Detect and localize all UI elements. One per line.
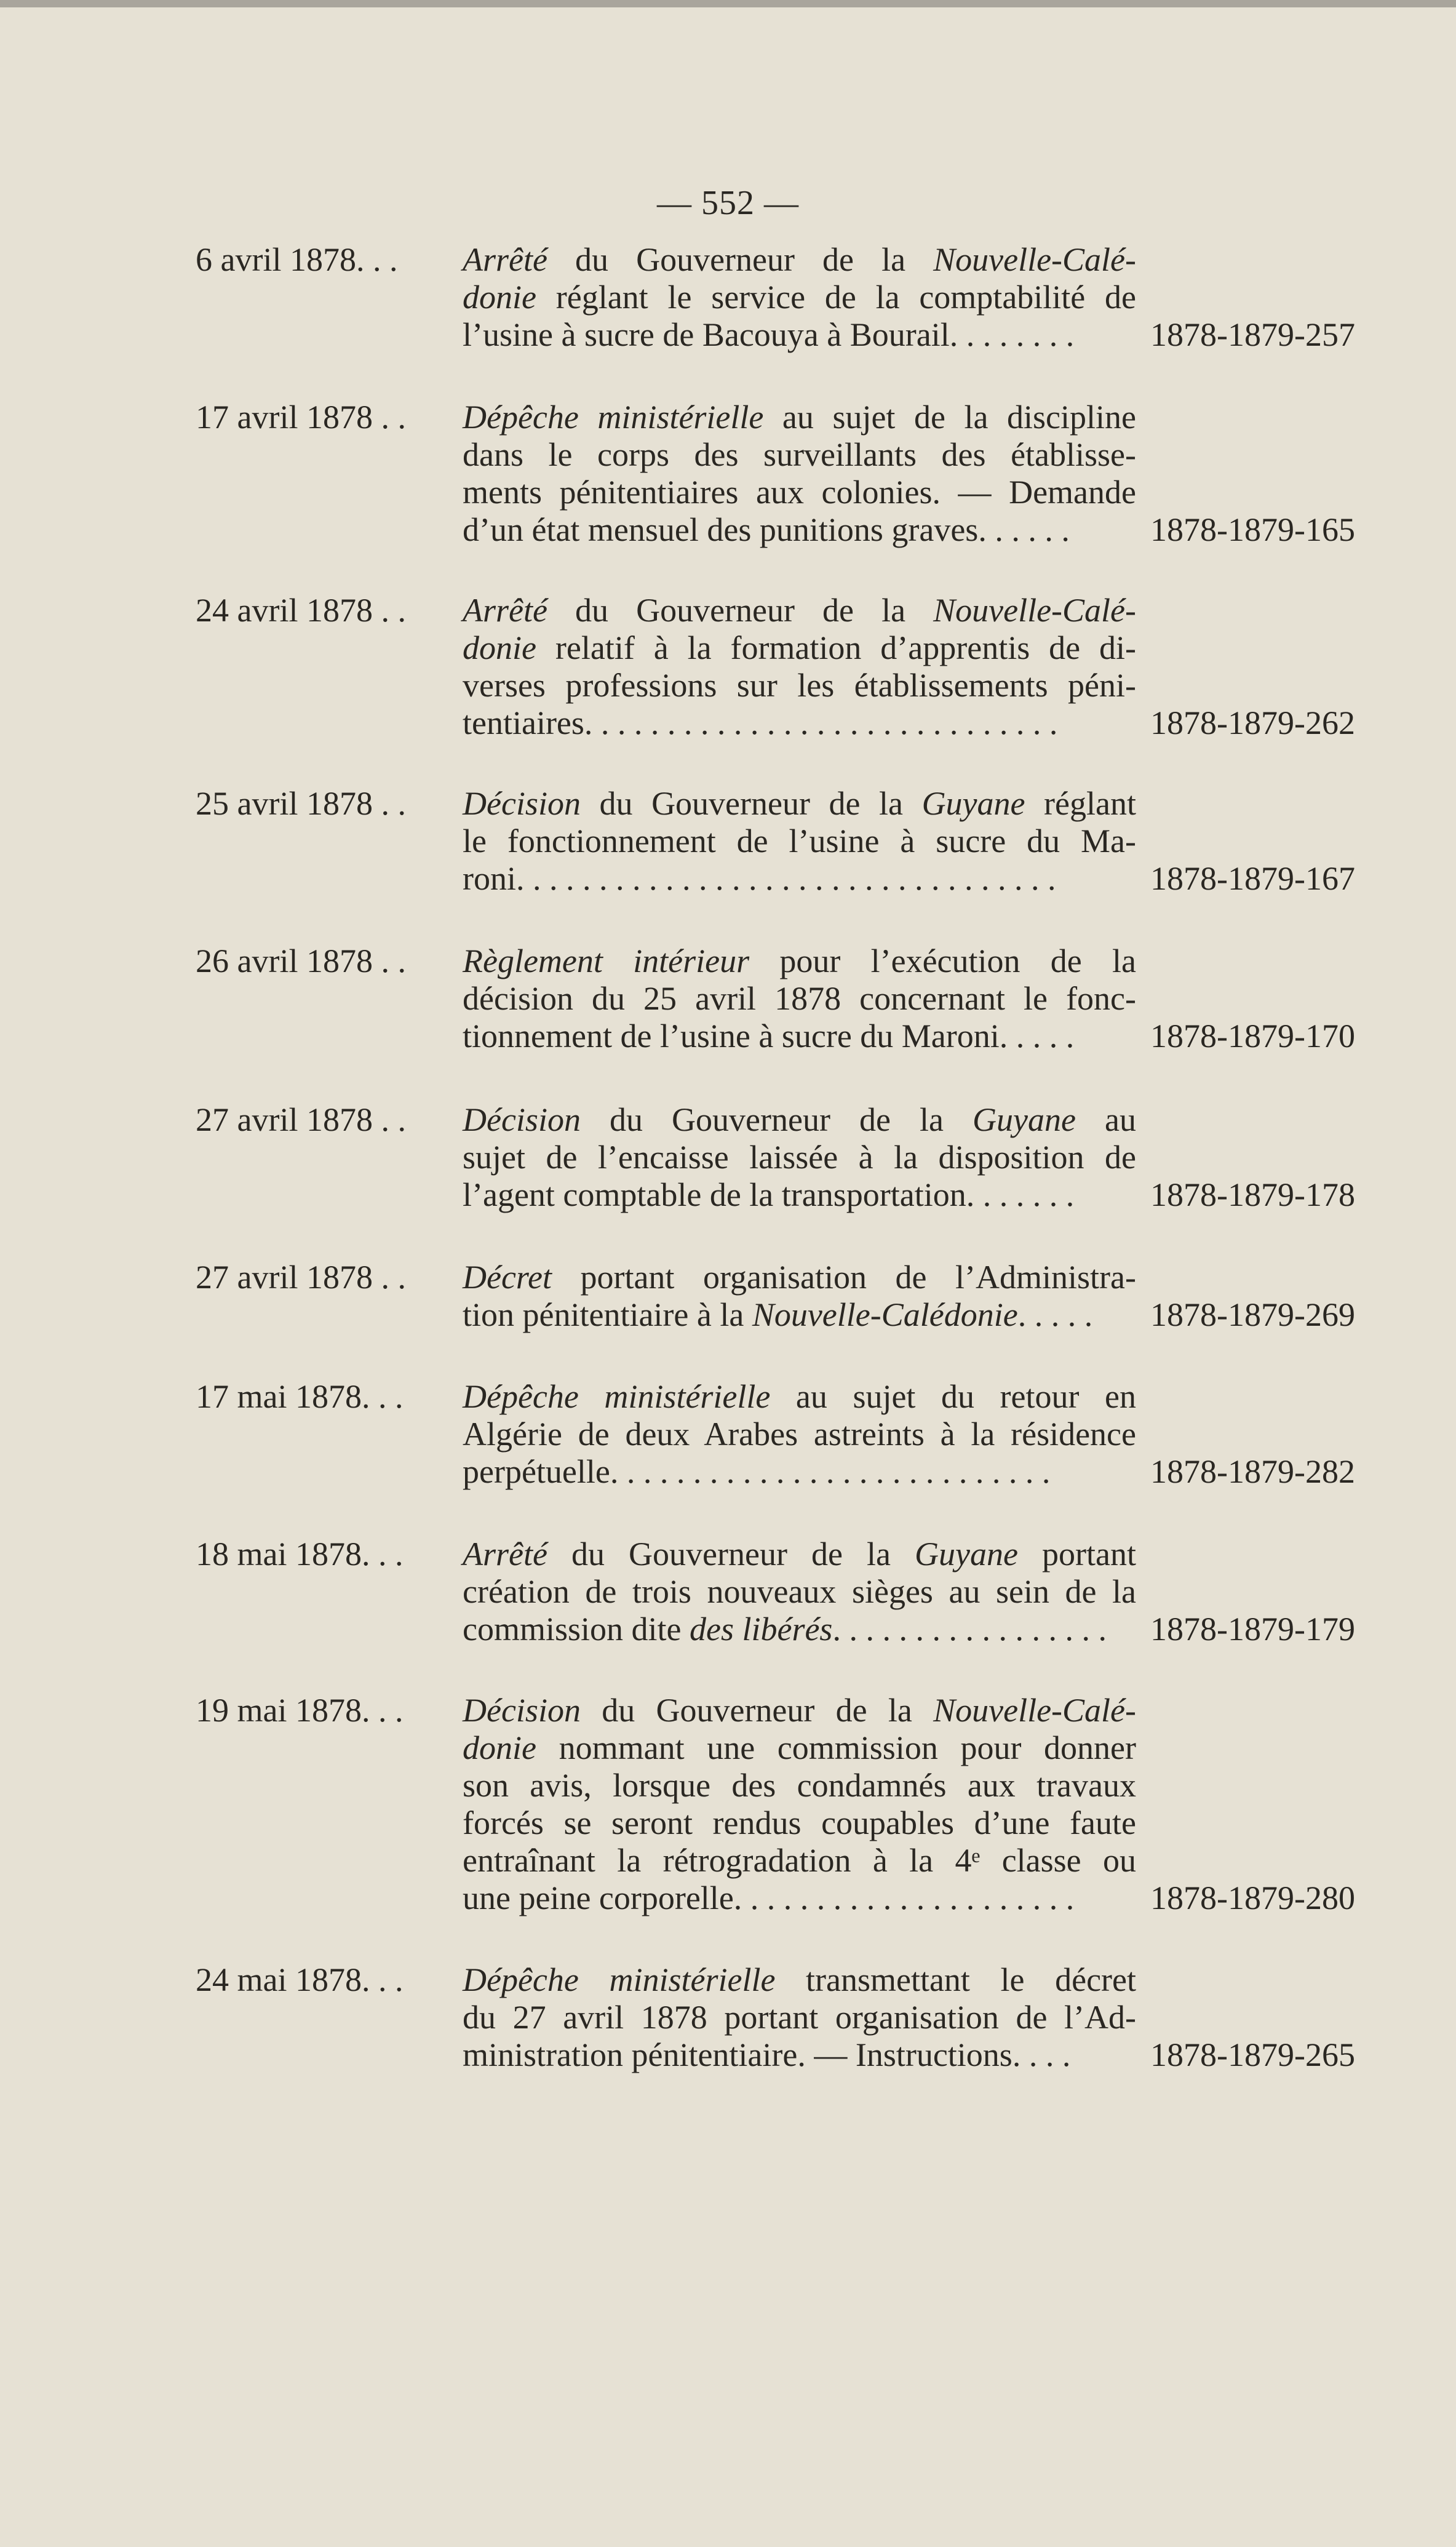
entry-description: [463, 592, 1136, 742]
entry-description: [463, 1692, 1136, 1917]
text-run: du Gouverneur de la: [547, 1536, 915, 1572]
text-run: création de trois nouveaux sièges au sein de la: [463, 1573, 1136, 1610]
text-run: nommant une commission pour donner: [536, 1729, 1136, 1766]
entry-reference: 1878-1879-262: [1150, 704, 1355, 741]
italic-term: Nouvelle-Calédonie: [752, 1296, 1018, 1333]
entry-reference: 1878-1879-280: [1150, 1879, 1355, 1916]
description-line: [463, 1729, 1136, 1767]
text-run: le fonctionnement de l’usine à sucre du Ma-: [463, 823, 1136, 859]
text-run: son avis, lorsque des condamnés aux travaux: [463, 1767, 1136, 1804]
text-run: forcés se seront rendus coupables d’une faute: [463, 1804, 1136, 1841]
description-line: [463, 1767, 1136, 1804]
text-run: réglant: [1025, 785, 1136, 822]
italic-term: Guyane: [973, 1101, 1076, 1138]
entry-description: [463, 241, 1136, 354]
text-run: ministration pénitentiaire. — Instructions. . . .: [463, 2036, 1071, 2073]
description-line: [463, 399, 1136, 436]
text-run: tion pénitentiaire à la: [463, 1296, 752, 1333]
italic-term: donie: [463, 1729, 536, 1766]
text-run: tentiaires. . . . . . . . . . . . . . . . . . . . . . . . . . . . .: [463, 704, 1058, 741]
text-run: pour l’exécution de la: [749, 943, 1136, 979]
text-run: une peine corporelle. . . . . . . . . . . . . . . . . . . . .: [463, 1879, 1075, 1916]
description-line: [463, 823, 1136, 860]
text-run: . . . . . . . . . . . . . . . . .: [832, 1611, 1107, 1648]
description-line: [463, 704, 1136, 742]
entry-date: 27 avril 1878 . .: [196, 1259, 406, 1296]
text-run: portant organisation de l’Administra-: [551, 1259, 1136, 1296]
description-line: [463, 1378, 1136, 1416]
description-line: [463, 1879, 1136, 1917]
description-line: [463, 1018, 1136, 1055]
text-run: au sujet du retour en: [770, 1378, 1136, 1415]
italic-term: Guyane: [915, 1536, 1018, 1572]
text-run: sujet de l’encaisse laissée à la disposition de: [463, 1139, 1136, 1176]
text-run: perpétuelle. . . . . . . . . . . . . . . . . . . . . . . . . . .: [463, 1453, 1051, 1490]
description-line: [463, 1573, 1136, 1611]
description-line: [463, 2036, 1136, 2074]
italic-term: Décret: [463, 1259, 552, 1296]
text-run: du 27 avril 1878 portant organisation de l’Ad-: [463, 1999, 1136, 2036]
entry-reference: 1878-1879-282: [1150, 1453, 1355, 1490]
entry-date: 18 mai 1878. . .: [196, 1536, 404, 1572]
text-run: au sujet de la discipline: [763, 399, 1136, 436]
description-line: [463, 1611, 1136, 1648]
text-run: relatif à la formation d’apprentis de di-: [536, 629, 1136, 666]
description-line: [463, 1453, 1136, 1491]
text-run: . . . . .: [1017, 1296, 1093, 1333]
description-line: [463, 1296, 1136, 1334]
description-line: [463, 511, 1136, 549]
text-run: verses professions sur les établissements péni-: [463, 667, 1136, 704]
italic-term: Arrêté: [463, 1536, 547, 1572]
entry-reference: 1878-1879-165: [1150, 511, 1355, 548]
italic-term: donie: [463, 279, 536, 316]
text-run: du Gouverneur de la: [580, 1101, 973, 1138]
text-run: l’usine à sucre de Bacouya à Bourail. . . . . . . .: [463, 316, 1075, 353]
entry-date: 24 mai 1878. . .: [196, 1961, 404, 1998]
text-run: du Gouverneur de la: [547, 241, 934, 278]
entry-description: [463, 1536, 1136, 1648]
description-line: [463, 241, 1136, 279]
description-line: [463, 860, 1136, 898]
entry-date: 27 avril 1878 . .: [196, 1101, 406, 1138]
text-run: d’un état mensuel des punitions graves. . . . . .: [463, 511, 1070, 548]
text-run: tionnement de l’usine à sucre du Maroni. . . . .: [463, 1018, 1075, 1054]
text-run: transmettant le décret: [775, 1961, 1136, 1998]
entry-date: 17 avril 1878 . .: [196, 399, 406, 436]
entry-reference: 1878-1879-257: [1150, 316, 1355, 353]
description-line: [463, 629, 1136, 667]
description-line: [463, 667, 1136, 704]
italic-term: Arrêté: [463, 241, 547, 278]
text-run: ments pénitentiaires aux colonies. — Demande: [463, 474, 1136, 511]
entry-description: [463, 1101, 1136, 1214]
entry-date: 6 avril 1878. . .: [196, 241, 398, 278]
italic-term: Décision: [463, 1692, 581, 1729]
text-run: au: [1075, 1101, 1137, 1138]
entry-reference: 1878-1879-170: [1150, 1018, 1355, 1054]
top-edge-rule: [0, 0, 1456, 7]
description-line: [463, 316, 1136, 354]
italic-term: Nouvelle-Calé-: [933, 241, 1136, 278]
entry-reference: 1878-1879-178: [1150, 1176, 1355, 1213]
entry-reference: 1878-1879-269: [1150, 1296, 1355, 1333]
entry-reference: 1878-1879-179: [1150, 1611, 1355, 1648]
italic-term: Décision: [463, 1101, 581, 1138]
entry-date: 26 avril 1878 . .: [196, 943, 406, 979]
text-run: roni. . . . . . . . . . . . . . . . . . . . . . . . . . . . . . . . .: [463, 860, 1056, 897]
description-line: [463, 1101, 1136, 1139]
description-line: [463, 1842, 1136, 1879]
text-run: dans le corps des surveillants des établisse-: [463, 436, 1136, 473]
entry-description: [463, 785, 1136, 898]
description-line: [463, 1536, 1136, 1573]
italic-term: Nouvelle-Calé-: [933, 592, 1136, 629]
description-line: [463, 436, 1136, 474]
italic-term: Règlement intérieur: [463, 943, 750, 979]
italic-term: Dépêche ministérielle: [463, 399, 764, 436]
description-line: [463, 592, 1136, 629]
text-run: l’agent comptable de la transportation. . . . . . .: [463, 1176, 1075, 1213]
entry-date: 17 mai 1878. . .: [196, 1378, 404, 1415]
description-line: [463, 943, 1136, 980]
description-line: [463, 785, 1136, 823]
text-run: du Gouverneur de la: [580, 785, 922, 822]
entry-date: 24 avril 1878 . .: [196, 592, 406, 629]
text-run: commission dite: [463, 1611, 690, 1648]
entry-date: 25 avril 1878 . .: [196, 785, 406, 822]
italic-term: Décision: [463, 785, 581, 822]
text-run: portant: [1017, 1536, 1136, 1572]
description-line: [463, 1961, 1136, 1999]
page-number: — 552 —: [657, 184, 799, 222]
description-line: [463, 1416, 1136, 1453]
description-line: [463, 980, 1136, 1018]
italic-term: Arrêté: [463, 592, 547, 629]
description-line: [463, 1692, 1136, 1729]
description-line: [463, 474, 1136, 511]
entry-description: [463, 1961, 1136, 2074]
entry-reference: 1878-1879-265: [1150, 2036, 1355, 2073]
italic-term: donie: [463, 629, 536, 666]
text-run: décision du 25 avril 1878 concernant le fonc-: [463, 980, 1136, 1017]
text-run: du Gouverneur de la: [580, 1692, 934, 1729]
description-line: [463, 1804, 1136, 1842]
description-line: [463, 1139, 1136, 1176]
italic-term: Dépêche ministérielle: [463, 1961, 776, 1998]
text-run: entraînant la rétrogradation à la 4ᵉ classe ou: [463, 1842, 1136, 1879]
entry-description: [463, 399, 1136, 549]
text-run: Algérie de deux Arabes astreints à la résidence: [463, 1416, 1136, 1453]
italic-term: Dépêche ministérielle: [463, 1378, 771, 1415]
text-run: réglant le service de la comptabilité de: [536, 279, 1136, 316]
entry-description: [463, 943, 1136, 1055]
text-run: du Gouverneur de la: [547, 592, 934, 629]
description-line: [463, 279, 1136, 316]
entry-description: [463, 1378, 1136, 1491]
entry-description: [463, 1259, 1136, 1334]
description-line: [463, 1176, 1136, 1214]
italic-term: des libérés: [689, 1611, 833, 1648]
description-line: [463, 1259, 1136, 1296]
italic-term: Nouvelle-Calé-: [933, 1692, 1136, 1729]
italic-term: Guyane: [921, 785, 1025, 822]
entry-reference: 1878-1879-167: [1150, 860, 1355, 897]
description-line: [463, 1999, 1136, 2036]
entry-date: 19 mai 1878. . .: [196, 1692, 404, 1729]
